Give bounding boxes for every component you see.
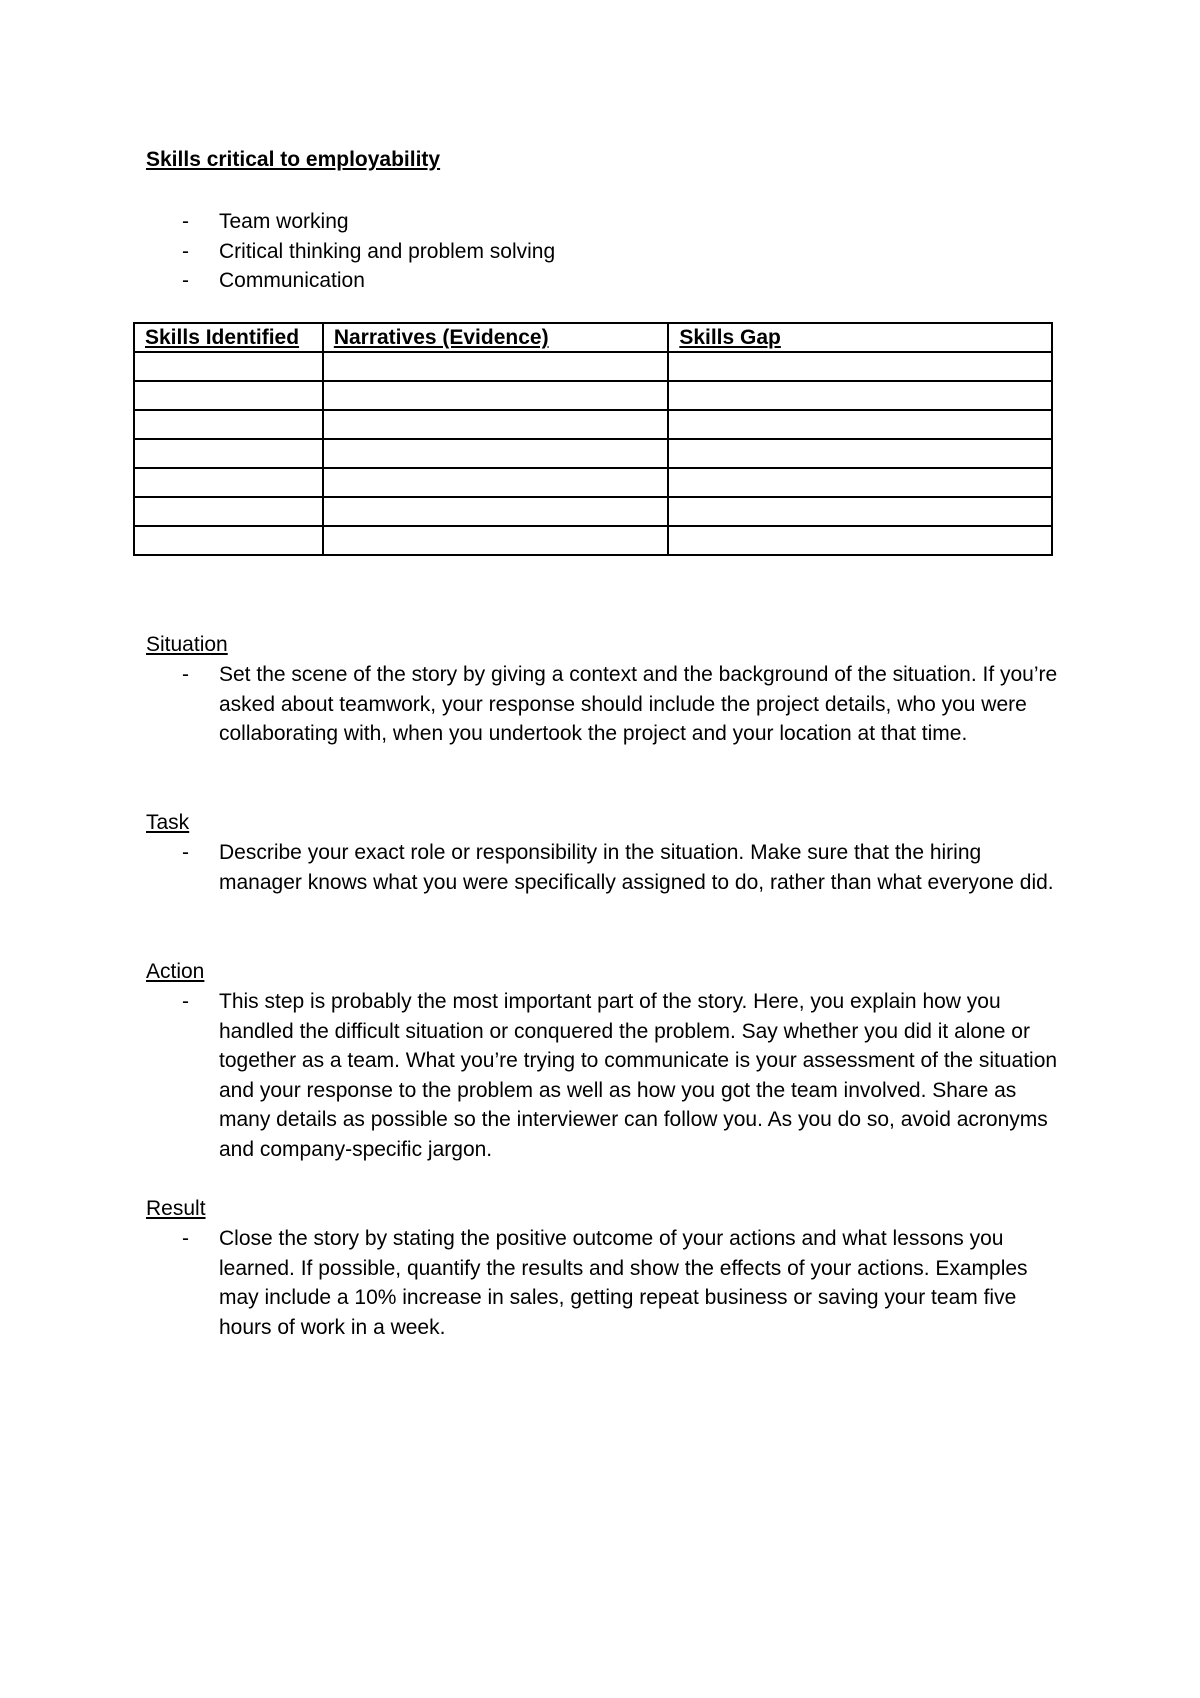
table-cell[interactable] <box>668 352 1052 381</box>
page-title: Skills critical to employability <box>146 148 441 171</box>
bullet-dash: - <box>182 210 189 233</box>
table-cell[interactable] <box>668 439 1052 468</box>
column-header-skills-identified: Skills Identified <box>134 323 323 352</box>
table-cell[interactable] <box>134 410 323 439</box>
column-header-narratives: Narratives (Evidence) <box>323 323 669 352</box>
table-row <box>134 497 1052 526</box>
section-text: Close the story by stating the positive outcome of your actions and what lessons you learned. If possible, quantify the results and show the effects of your actions. Examples may include a 10% increase in sales, getting repeat business or saving your team five hours of work in a week. <box>219 1227 1028 1339</box>
skills-table <box>133 322 1053 556</box>
bullet-dash: - <box>182 990 189 1013</box>
list-item <box>146 266 1066 296</box>
table-row <box>134 352 1052 381</box>
table-cell[interactable] <box>134 352 323 381</box>
table-cell[interactable] <box>134 381 323 410</box>
section-title-task: Task <box>146 811 190 834</box>
section-text: This step is probably the most important part of the story. Here, you explain how you handled the difficult situation or conquered the problem. Say whether you did it alone or together as a team. What you’re trying to communicate is your assessment of the situation and your response to the problem as well as how you got the team involved. Share as many details as possible so the interviewer can follow you. As you do so, avoid acronyms and company-specific jargon. <box>219 990 1058 1161</box>
section-title-result: Result <box>146 1197 206 1220</box>
table-cell[interactable] <box>134 439 323 468</box>
table-header-row <box>134 323 1052 352</box>
list-item <box>146 237 1066 267</box>
bullet-dash: - <box>182 269 189 292</box>
bullet-dash: - <box>182 841 189 864</box>
table-cell[interactable] <box>323 497 669 526</box>
table-cell[interactable] <box>668 410 1052 439</box>
table-row <box>134 410 1052 439</box>
table-cell[interactable] <box>323 526 669 555</box>
section-title-situation: Situation <box>146 633 228 656</box>
table-cell[interactable] <box>668 468 1052 497</box>
skills-list <box>146 207 1066 296</box>
table-row <box>134 381 1052 410</box>
section-text: Describe your exact role or responsibility in the situation. Make sure that the hiring manager knows what you were specifically assigned to do, rather than what everyone did. <box>219 841 1054 894</box>
table-body <box>134 352 1052 555</box>
bullet-dash: - <box>182 239 189 263</box>
list-item <box>146 838 1066 897</box>
list-item <box>146 207 1066 237</box>
list-item <box>146 1224 1066 1342</box>
table-row <box>134 468 1052 497</box>
skill-label: Communication <box>219 269 365 292</box>
skill-label: Team working <box>219 210 349 233</box>
bullet-dash: - <box>182 1227 189 1250</box>
table-row <box>134 439 1052 468</box>
skill-label: Critical thinking and problem solving <box>219 239 556 263</box>
bullet-dash: - <box>182 663 189 686</box>
table-cell[interactable] <box>134 497 323 526</box>
table-cell[interactable] <box>323 381 669 410</box>
table-row <box>134 526 1052 555</box>
list-item <box>146 987 1066 1164</box>
table-cell[interactable] <box>323 352 669 381</box>
table-cell[interactable] <box>323 410 669 439</box>
column-header-skills-gap: Skills Gap <box>668 323 1052 352</box>
section-title-action: Action <box>146 960 205 983</box>
table-cell[interactable] <box>668 497 1052 526</box>
table-cell[interactable] <box>323 468 669 497</box>
list-item <box>146 660 1066 749</box>
table-cell[interactable] <box>134 468 323 497</box>
section-body-action <box>146 987 1066 1164</box>
table-cell[interactable] <box>323 439 669 468</box>
section-body-task <box>146 838 1066 897</box>
section-body-situation <box>146 660 1066 749</box>
table-cell[interactable] <box>668 526 1052 555</box>
table-cell[interactable] <box>134 526 323 555</box>
table-cell[interactable] <box>668 381 1052 410</box>
section-text: Set the scene of the story by giving a context and the background of the situation. If you’re asked about teamwork, your response should include the project details, who you were collaborating with, when you undertook the project and your location at that time. <box>219 663 1058 745</box>
section-body-result <box>146 1224 1066 1342</box>
